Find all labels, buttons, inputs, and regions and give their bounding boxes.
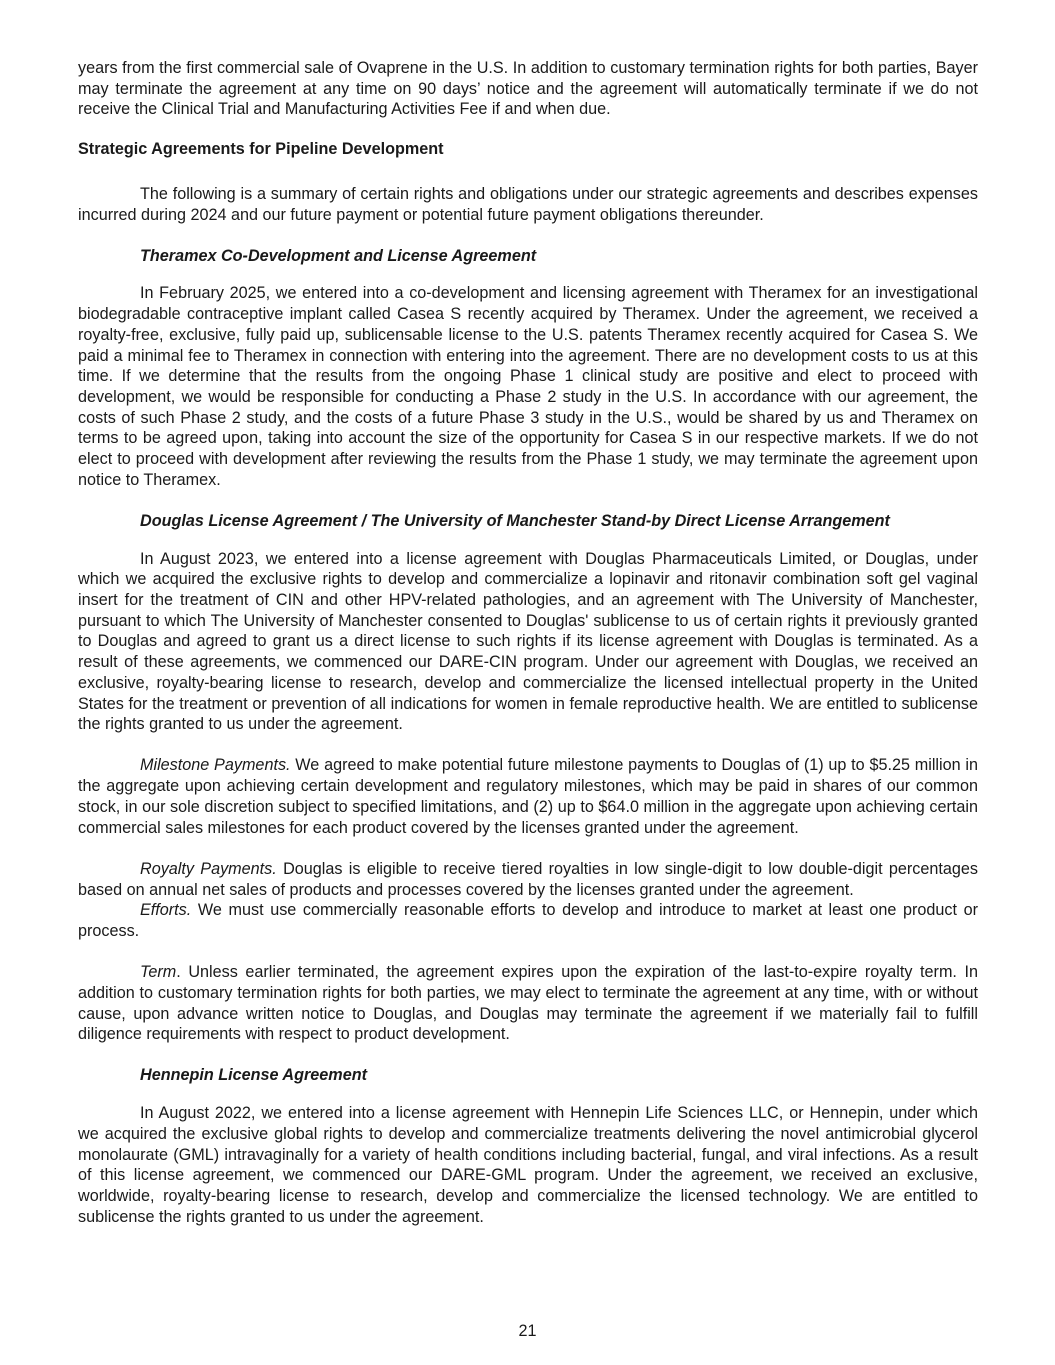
term-paragraph [78, 962, 978, 1045]
hennepin-paragraph: In August 2022, we entered into a license agreement with Hennepin Life Sciences LLC, or Hennepin, under which we acquired the exclusive global rights to develop and commercialize treatments delivering the novel antimicrobial glycerol monolaurate (GML) intravaginally for a variety of health conditions including bacterial, fungal, and viral infections. As a result of this license agreement, we commenced our DARE-GML program. Under the agreement, we received an exclusive, worldwide, royalty-bearing license to research, develop and commercialize the licensed technology. We are entitled to sublicense the rights granted to us under the agreement. [78, 1104, 978, 1226]
royalty-paragraph [78, 859, 978, 900]
theramex-paragraph: In February 2025, we entered into a co-development and licensing agreement with Theramex for an investigational biodegradable contraceptive implant called Casea S recently acquired by Theramex. Under the agreement, we received a royalty-free, exclusive, fully paid up, sublicensable license to the U.S. patents Theramex recently acquired for Casea S. We paid a minimal fee to Theramex in connection with entering into the agreement. There are no development costs to us at this time. If we determine that the results from the ongoing Phase 1 clinical study are positive and elect to proceed with development, we would be responsible for conducting a Phase 2 study in the U.S. In accordance with our agreement, the costs of such Phase 2 study, and the costs of a future Phase 3 study in the U.S., would be shared by us and Theramex on terms to be agreed upon, taking into account the size of the opportunity for Casea S in our respective markets. If we do not elect to proceed with development after reviewing the results from the Phase 1 study, we may terminate the agreement upon notice to Theramex. [78, 284, 978, 489]
efforts-text: We must use commercially reasonable efforts to develop and introduce to market at least one product or process. [78, 901, 978, 940]
douglas-heading: Douglas License Agreement / The University of Manchester Stand-by Direct License Arrangement [140, 511, 890, 530]
term-label: Term [140, 963, 177, 982]
continuation-paragraph: years from the first commercial sale of Ovaprene in the U.S. In addition to customary termination rights for both parties, Bayer may terminate the agreement at any time on 90 days’ notice and the agreement will automatically terminate if we do not receive the Clinical Trial and Manufacturing Activities Fee if and when due. [78, 59, 978, 119]
intro-paragraph: The following is a summary of certain rights and obligations under our strategic agreements and describes expenses incurred during 2024 and our future payment or potential future payment obligations thereunder. [78, 184, 978, 224]
royalty-label: Royalty Payments. [140, 859, 277, 878]
milestone-text: We agreed to make potential future milestone payments to Douglas of (1) up to $5.25 million in the aggregate upon achieving certain development and regulatory milestones, which may be paid in shares of our common stock, in our sole discretion subject to specified limitations, and (2) up to $64.0 million in the aggregate upon achieving certain commercial sales milestones for each product covered by the licenses granted under the agreement. [78, 756, 978, 837]
milestone-paragraph [78, 755, 978, 838]
document-page [78, 58, 978, 1227]
milestone-label: Milestone Payments. [140, 756, 291, 775]
term-text: . Unless earlier terminated, the agreement expires upon the expiration of the last-to-expire royalty term. In addition to customary termination rights for both parties, we may elect to terminate the agreement at any time, with or without cause, upon advance written notice to Douglas, and Douglas may terminate the agreement if we materially fail to fulfill diligence requirements with respect to product development. [78, 963, 978, 1044]
hennepin-heading: Hennepin License Agreement [140, 1066, 367, 1085]
theramex-heading: Theramex Co-Development and License Agreement [140, 246, 537, 265]
efforts-label: Efforts. [140, 901, 192, 920]
section-heading: Strategic Agreements for Pipeline Development [78, 140, 444, 159]
efforts-paragraph [78, 900, 978, 941]
douglas-paragraph: In August 2023, we entered into a license agreement with Douglas Pharmaceuticals Limited, or Douglas, under which we acquired the exclusive rights to develop and commercialize a lopinavir and ritonavir combination soft gel vaginal insert for the treatment of CIN and other HPV-related pathologies, and an agreement with The University of Manchester, pursuant to which The University of Manchester consented to Douglas' sublicense to us of certain rights it previously granted to Douglas and agreed to grant us a direct license to such rights if its license agreement with Douglas is terminated. As a result of these agreements, we commenced our DARE-CIN program. Under our agreement with Douglas, we received an exclusive, royalty-bearing license to research, develop and commercialize the licensed intellectual property in the United States for the treatment or prevention of all indications for women in female reproductive health. We are entitled to sublicense the rights granted to us under the agreement. [78, 549, 978, 734]
royalty-text: Douglas is eligible to receive tiered royalties in low single-digit to low double-digit percentages based on annual net sales of products and processes covered by the licenses granted under the agreement. [78, 859, 978, 899]
page-number: 21 [518, 1322, 537, 1340]
